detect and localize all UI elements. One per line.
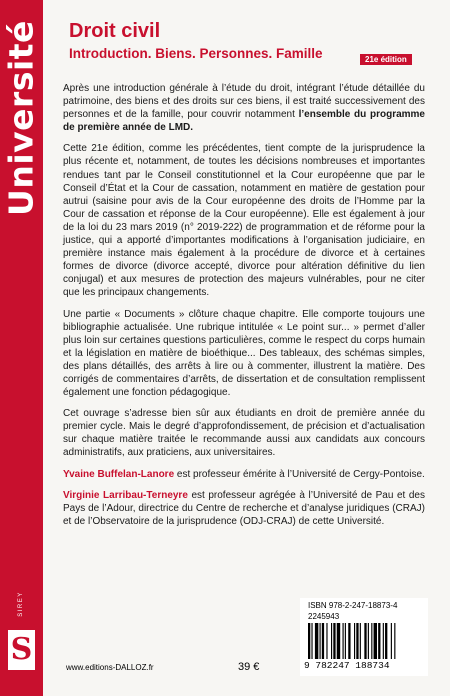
barcode-bar — [320, 623, 321, 659]
paragraph-audience: Cet ouvrage s’adresse bien sûr aux étudiants en droit de première année du premier cycle. Mais le degré d’approfondissement, de précision et d’actualisation sur chaque matière traitée le recommande aussi aux candidats aux concours administratifs, aux praticiens, aux universitaires. — [63, 408, 425, 459]
barcode-bar — [315, 623, 318, 659]
barcode-bar — [385, 623, 387, 659]
author-bio: est professeur émérite à l’Université de Cergy-Pontoise. — [174, 468, 425, 480]
barcode-bar — [343, 623, 344, 659]
barcode-bar — [371, 623, 372, 659]
barcode-bar — [374, 623, 377, 659]
isbn-label: ISBN 978-2-247-18873-4 — [308, 601, 398, 610]
author-name: Yvaine Buffelan-Lanore — [63, 468, 175, 480]
author-entry — [63, 468, 425, 481]
barcode-bar — [378, 623, 380, 659]
barcode-image — [306, 623, 422, 659]
paragraph-edition: Cette 21e édition, comme les précédentes, tient compte de la jurisprudence la plus récente et, notamment, de toutes les décisions nombreuses et importantes rendues tant par le Conseil constitutionnel et la Cour européenne que par le Conseil d’État et la Cour de cassation, notamment en matière de gestation pour autrui (saisine pour avis de la Cour européenne des droits de l’Homme par la Cour de cassation et réponse de la Cour européenne). Elle est également à jour de la loi du 23 mars 2019 (n° 2019-222) de programmation et de réforme pour la justice, qui a apporté d’importantes modifications à l’organisation judiciaire, en première instance mais également à la procédure de divorce et à certaines formes de divorce (divorce accepté, divorce pour altération définitive du lien conjugal) et aux mesures de protection des majeurs vulnérables, pour ne citer que les principaux changements. — [63, 143, 425, 299]
publisher-logo: S — [8, 630, 35, 670]
barcode-bar — [322, 623, 324, 659]
barcode-bar — [391, 623, 392, 659]
barcode-bar — [308, 623, 310, 659]
barcode-bar — [326, 623, 327, 659]
paragraph-documents: Une partie « Documents » clôture chaque chapitre. Elle comporte toujours une bibliographie actualisée. Une rubrique intitulée « Le point sur... » permet d’aller plus loin sur certaines questions particulières, comme le respect du corps humain et la législation en matière de bioéthique... Des tableaux, des schémas simples, des plans détaillés, des arrêts à lire ou à commenter, illustrent la matière. Des corrigés de commentaires d’arrêts, de dissertation et de consultation remplissent également une fonction pédagogique. — [63, 308, 425, 399]
paragraph-intro-emphasis: l’ensemble du programme de première année de LMD. — [63, 109, 425, 134]
barcode-bar — [311, 623, 312, 659]
edition-badge: 21e édition — [360, 54, 412, 65]
series-sidebar — [0, 0, 43, 696]
paragraph-intro — [63, 82, 425, 134]
barcode-bar — [368, 623, 369, 659]
barcode-bar — [345, 623, 346, 659]
barcode-panel — [300, 598, 428, 676]
barcode-bar — [331, 623, 332, 659]
paragraph-intro-text: Après une introduction générale à l’étude du droit, intégrant l’étude détaillée du patrimoine, des biens et des droits sur ces biens, il est traité successivement des personnes et de la famille, pour couvrir notamment — [63, 83, 425, 121]
author-entry — [63, 489, 425, 528]
barcode-bar — [348, 623, 350, 659]
barcode-bar — [394, 623, 395, 659]
series-name: Université — [1, 20, 41, 216]
barcode-bar — [354, 623, 355, 659]
product-number: 2245943 — [308, 612, 340, 621]
book-title: Droit civil — [69, 20, 161, 42]
barcode-bar — [364, 623, 366, 659]
barcode-bar — [356, 623, 358, 659]
barcode-bar — [337, 623, 340, 659]
barcode-bar — [360, 623, 361, 659]
book-subtitle: Introduction. Biens. Personnes. Famille — [69, 46, 323, 61]
author-bio: est professeur agrégée à l’Université de Pau et des Pays de l’Adour, directrice du Centre de recherche et d’analyse juridiques (CRAJ) et de l’Observatoire de la jurisprudence (ODJ-CRAJ) de cette Université. — [63, 489, 425, 527]
back-cover-text — [63, 82, 425, 536]
barcode-digits: 9 782247 188734 — [304, 660, 390, 671]
barcode-bar — [333, 623, 335, 659]
publisher-website: www.editions-DALLOZ.fr — [66, 663, 154, 672]
price: 39 € — [238, 661, 260, 673]
publisher-name: SIREY — [18, 591, 24, 617]
barcode-bar — [383, 623, 384, 659]
author-name: Virginie Larribau-Terneyre — [63, 489, 188, 501]
